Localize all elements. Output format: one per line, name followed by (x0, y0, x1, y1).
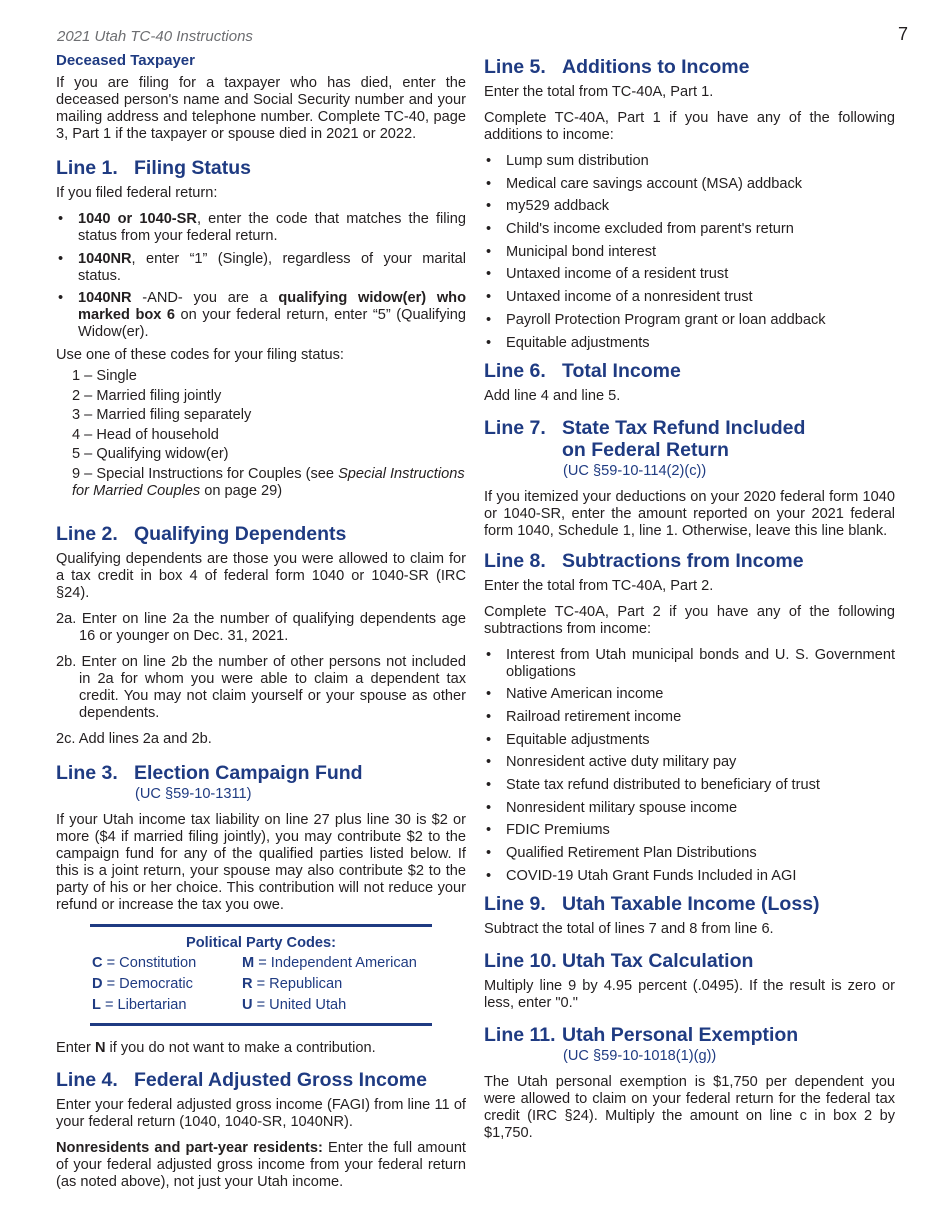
party-name: = Independent American (254, 954, 417, 971)
party-code (242, 976, 442, 992)
party-codes-title: Political Party Codes: (185, 934, 337, 951)
line10-title: Utah Tax Calculation (562, 949, 754, 972)
list-item: • Municipal bond interest (484, 244, 895, 261)
line2-intro: Qualifying dependents are those you were allowed to claim for a tax credit in box 4 of federal form 1040 or 1040-SR (IRC §24). (56, 550, 466, 601)
line11-title: Utah Personal Exemption (562, 1023, 799, 1046)
list-item: • FDIC Premiums (484, 822, 895, 839)
list-item: • Lump sum distribution (484, 153, 895, 170)
filing-code: 1 – Single (72, 368, 137, 385)
list-item (56, 211, 466, 245)
line8-number: Line 8. (484, 549, 546, 572)
code9-reference: Special Instructions for Married Couples (72, 465, 465, 499)
deceased-taxpayer-text: If you are filing for a taxpayer who has died, enter the deceased person's name and Social Security number and your mailing address and telephone number. Complete TC-40, page 3, Part 1 if the taxpayer or spouse died in 2021 or 2022. (56, 75, 466, 142)
bold-term: 1040 or 1040-SR (78, 211, 197, 227)
filing-codes-list (72, 367, 466, 500)
line1-intro: If you filed federal return: (56, 185, 218, 201)
no-contribution-text (56, 1040, 466, 1057)
line4-nonresident-text (56, 1140, 466, 1191)
list-item (56, 251, 466, 285)
line5-additions-list (484, 153, 895, 352)
party-letter: M (242, 954, 255, 971)
item-text: on your federal return, enter “5” (Qualifying Widow(er). (78, 307, 466, 341)
party-letter: R (242, 975, 253, 992)
line2b-text: 2b. Enter on line 2b the number of other persons not included in 2a for whom you were able to claim a dependent tax credit. You may not claim yourself or your spouse as other dependents. (56, 653, 466, 721)
line8-heading (484, 550, 895, 572)
party-name: = Libertarian (100, 996, 187, 1013)
line7-text: If you itemized your deductions on your 2020 federal form 1040 or 1040-SR, enter the amount reported on your 2021 federal form 1040, Schedule 1, line 1. Otherwise, leave this line blank. (484, 488, 895, 539)
filing-code: 4 – Head of household (72, 426, 219, 443)
line6-title: Total Income (562, 359, 681, 382)
page-number: 7 (898, 24, 909, 44)
deceased-taxpayer-heading: Deceased Taxpayer (56, 52, 195, 69)
text-part: Enter (56, 1039, 95, 1056)
right-column (484, 52, 895, 1151)
list-item: • Medical care savings account (MSA) addback (484, 176, 895, 193)
party-code (92, 997, 242, 1013)
code9-text: 9 – Special Instructions for Couples (see (72, 465, 339, 482)
line5-text: Complete TC-40A, Part 1 if you have any of the following additions to income: (484, 110, 895, 143)
line3-title: Election Campaign Fund (134, 761, 363, 784)
line5-title: Additions to Income (562, 56, 750, 78)
line3-heading (56, 762, 466, 784)
party-code (92, 955, 242, 971)
list-item: • Equitable adjustments (484, 732, 895, 749)
line1-bullet-list (56, 211, 466, 341)
list-item: • Child's income excluded from parent's return (484, 221, 895, 238)
party-letter: D (92, 975, 103, 992)
line2-number: Line 2. (56, 522, 118, 545)
line6-text: Add line 4 and line 5. (484, 387, 621, 404)
bold-term: Nonresidents and part-year residents: (56, 1139, 323, 1156)
line1-number: Line 1. (56, 157, 118, 179)
line11-heading (484, 1024, 895, 1046)
party-name: = Constitution (102, 954, 197, 971)
party-name: = Democratic (102, 975, 193, 992)
line5-heading (484, 56, 895, 78)
line8-text: Complete TC-40A, Part 2 if you have any of the following subtractions from income: (484, 603, 895, 637)
code9-text-end: on page 29) (200, 482, 283, 499)
list-item: • Nonresident military spouse income (484, 800, 895, 817)
line4-heading (56, 1069, 466, 1091)
list-item: • Interest from Utah municipal bonds and U. S. Government obligations (484, 647, 895, 681)
page-header-title: 2021 Utah TC-40 Instructions (57, 28, 253, 45)
line1-title: Filing Status (134, 157, 251, 179)
filing-code: 5 – Qualifying widow(er) (72, 446, 229, 463)
line4-number: Line 4. (56, 1068, 118, 1091)
list-item: • Railroad retirement income (484, 709, 895, 726)
line8-intro: Enter the total from TC-40A, Part 2. (484, 577, 714, 594)
bold-term: qualifying widow(er) who marked box 6 (78, 290, 466, 324)
line9-number: Line 9. (484, 892, 546, 915)
line9-heading (484, 893, 895, 915)
party-name: = United Utah (252, 996, 347, 1013)
line7-heading (484, 417, 895, 461)
list-item: • Equitable adjustments (484, 335, 895, 352)
line4-title: Federal Adjusted Gross Income (134, 1068, 427, 1091)
line10-heading (484, 950, 895, 972)
line5-intro: Enter the total from TC-40A, Part 1. (484, 84, 714, 100)
list-item: • Nonresident active duty military pay (484, 754, 895, 771)
text-part: Enter the full amount of your federal adjusted gross income from your federal return (as noted above), not just your Utah income. (56, 1139, 466, 1190)
filing-codes-intro: Use one of these codes for your filing status: (56, 347, 344, 364)
line3-citation: (UC §59-10-1311) (135, 785, 252, 802)
filing-code: 2 – Married filing jointly (72, 387, 222, 404)
line7-number: Line 7. (484, 416, 546, 439)
line11-text: The Utah personal exemption is $1,750 per dependent you were allowed to claim on your federal return for the federal tax credit (IRC §24). Multiply the amount on line c in box 2 by $1,750. (484, 1073, 895, 1141)
list-item: • COVID-19 Utah Grant Funds Included in AGI (484, 868, 895, 885)
line3-number: Line 3. (56, 761, 118, 784)
item-text: , enter the code that matches the filing status from your federal return. (78, 211, 466, 244)
line2-heading (56, 523, 466, 545)
list-item: • Untaxed income of a nonresident trust (484, 289, 895, 306)
line2c-text: 2c. Add lines 2a and 2b. (56, 730, 212, 747)
item-text: -AND- you are a (131, 290, 279, 307)
line8-subtractions-list (484, 647, 895, 885)
line1-heading (56, 157, 466, 179)
line4-text: Enter your federal adjusted gross income (FAGI) from line 11 of your federal return (1040, 1040-SR, 1040NR). (56, 1096, 466, 1130)
party-codes-grid (90, 955, 432, 1013)
line7-title-continued: on Federal Return (562, 438, 729, 461)
party-letter: C (92, 954, 103, 971)
party-code (92, 976, 242, 992)
line2-title: Qualifying Dependents (134, 522, 347, 545)
line7-title: State Tax Refund Included (562, 416, 806, 439)
party-letter: U (242, 996, 253, 1013)
line2a-text: 2a. Enter on line 2a the number of qualifying dependents age 16 or younger on Dec. 31, 2021. (56, 610, 466, 644)
filing-code-9 (72, 466, 466, 500)
text-part: if you do not want to make a contribution. (105, 1039, 376, 1056)
list-item (56, 290, 466, 341)
filing-code: 3 – Married filing separately (72, 407, 252, 424)
list-item: • Payroll Protection Program grant or loan addback (484, 312, 895, 329)
line10-text: Multiply line 9 by 4.95 percent (.0495). If the result is zero or less, enter "0." (484, 977, 895, 1011)
party-name: = Republican (252, 975, 343, 992)
line6-heading (484, 360, 895, 382)
line7-citation: (UC §59-10-114(2)(c)) (563, 462, 707, 479)
party-code (242, 997, 442, 1013)
list-item: • State tax refund distributed to beneficiary of trust (484, 777, 895, 794)
political-party-codes-box (90, 924, 432, 1026)
line5-number: Line 5. (484, 56, 546, 78)
bold-term: N (94, 1039, 106, 1056)
line11-number: Line 11. (484, 1023, 556, 1046)
list-item: • Qualified Retirement Plan Distributions (484, 845, 895, 862)
item-text: , enter “1” (Single), regardless of your marital status. (78, 250, 466, 284)
bold-term: 1040NR (78, 250, 132, 267)
list-item: • Untaxed income of a resident trust (484, 266, 895, 283)
line10-number: Line 10. (484, 949, 557, 972)
line11-citation: (UC §59-10-1018(1)(g)) (563, 1047, 717, 1064)
bold-term: 1040NR (78, 290, 132, 307)
line3-text: If your Utah income tax liability on line 27 plus line 30 is $2 or more ($4 if married filing jointly), you may contribute $2 to the campaign fund for any of the qualified parties listed below. If this is a joint return, your spouse may also contribute $2 to the party of his or her choice. This contribution will not reduce your refund or increase the tax you owe. (56, 811, 466, 913)
left-column (56, 52, 466, 1200)
line9-title: Utah Taxable Income (Loss) (562, 892, 820, 915)
list-item: • my529 addback (484, 198, 895, 215)
party-letter: L (92, 996, 101, 1013)
line6-number: Line 6. (484, 359, 546, 382)
line8-title: Subtractions from Income (562, 549, 804, 572)
party-code (242, 955, 442, 971)
line9-text: Subtract the total of lines 7 and 8 from line 6. (484, 920, 774, 937)
list-item: • Native American income (484, 686, 895, 703)
